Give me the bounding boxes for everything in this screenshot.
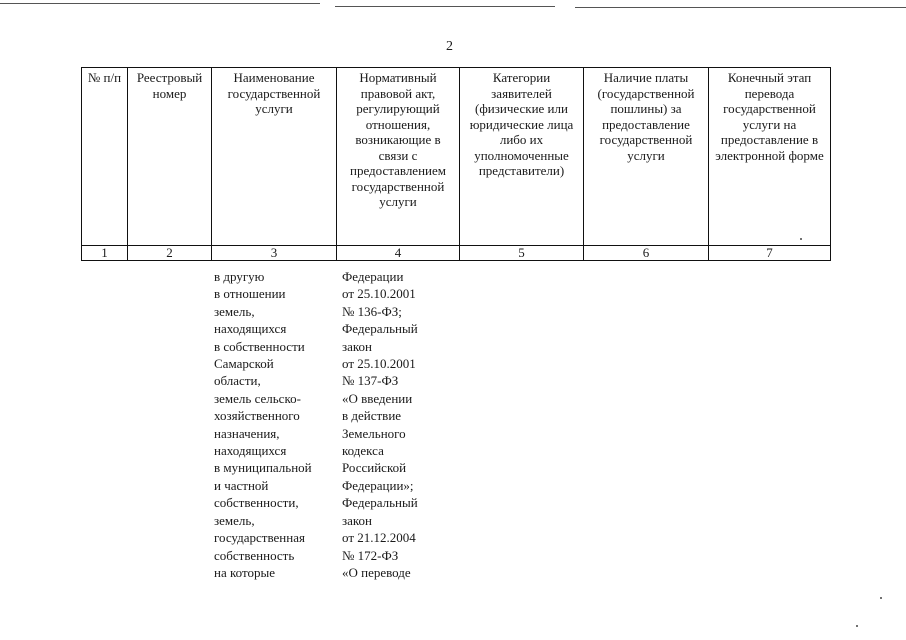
- text-line: земель,: [214, 512, 255, 528]
- text-line: в муниципальной: [214, 460, 312, 476]
- text-line: в другую: [214, 269, 265, 284]
- text-line: государственная: [214, 530, 305, 546]
- text-line: Федеральный: [342, 321, 418, 337]
- header-cell-number: № п/п: [82, 68, 128, 246]
- text-line: Федеральный: [342, 495, 418, 511]
- text-line: Российской: [342, 460, 407, 476]
- text-line: области,: [214, 373, 261, 389]
- scan-speck: [880, 597, 882, 599]
- text-line: № 136-ФЗ;: [342, 303, 402, 319]
- text-line: закон: [342, 338, 373, 354]
- text-line: назначения,: [214, 425, 280, 441]
- text-line: от 25.10.2001: [342, 356, 416, 372]
- table-header-row: [82, 68, 831, 246]
- header-cell-applicant-categories: Категории заявителей (физические или юридические лица либо их уполномоченные представители): [460, 68, 584, 246]
- text-line: в собственности: [214, 338, 305, 354]
- text-line: «О введении: [342, 390, 413, 406]
- text-line: Самарской: [214, 356, 274, 372]
- scan-edge-line: [0, 3, 320, 4]
- continuation-legal-act-text: [342, 268, 418, 581]
- column-number: 1: [82, 246, 128, 261]
- text-line: земель,: [214, 303, 255, 319]
- text-line: от 21.12.2004: [342, 530, 416, 546]
- text-line: № 137-ФЗ: [342, 373, 399, 389]
- column-number: 7: [709, 246, 831, 261]
- text-line: в отношении: [214, 286, 286, 302]
- text-line: собственности,: [214, 495, 299, 511]
- text-line: находящихся: [214, 443, 287, 459]
- scan-edge-line: [575, 7, 906, 8]
- header-cell-legal-act: Нормативный правовой акт, регулирующий отношения, возникающие в связи с предоставлением государственной услуги: [337, 68, 460, 246]
- column-number: 2: [128, 246, 212, 261]
- header-cell-final-stage: Конечный этап перевода государственной услуги на предоставление в электронной форме: [709, 68, 831, 246]
- header-cell-fee: Наличие платы (государственной пошлины) за предоставление государственной услуги: [584, 68, 709, 246]
- text-line: в действие: [342, 408, 402, 424]
- continuation-service-name-text: [214, 268, 312, 581]
- services-table: [81, 67, 831, 261]
- text-line: Федерации»;: [342, 477, 414, 493]
- text-line: № 172-ФЗ: [342, 547, 399, 563]
- column-number: 3: [212, 246, 337, 261]
- column-number-row: [82, 246, 831, 261]
- column-number: 6: [584, 246, 709, 261]
- scan-edge-line: [335, 6, 555, 7]
- text-line: находящихся: [214, 321, 287, 337]
- text-line: закон: [342, 512, 373, 528]
- header-cell-registry-number: Реестровый номер: [128, 68, 212, 246]
- text-line: хозяйственного: [214, 408, 300, 424]
- text-line: Земельного: [342, 425, 406, 441]
- scan-speck: [800, 238, 802, 240]
- column-number: 4: [337, 246, 460, 261]
- text-line: кодекса: [342, 443, 384, 459]
- scan-speck: [856, 625, 858, 627]
- column-number: 5: [460, 246, 584, 261]
- text-line: и частной: [214, 477, 269, 493]
- header-cell-service-name: Наименование государственной услуги: [212, 68, 337, 246]
- page-number: 2: [446, 39, 453, 54]
- text-line: на которые: [214, 564, 275, 580]
- text-line: собственность: [214, 547, 295, 563]
- text-line: земель сельско-: [214, 390, 301, 406]
- text-line: от 25.10.2001: [342, 286, 416, 302]
- text-line: Федерации: [342, 269, 404, 284]
- text-line: «О переводе: [342, 564, 411, 580]
